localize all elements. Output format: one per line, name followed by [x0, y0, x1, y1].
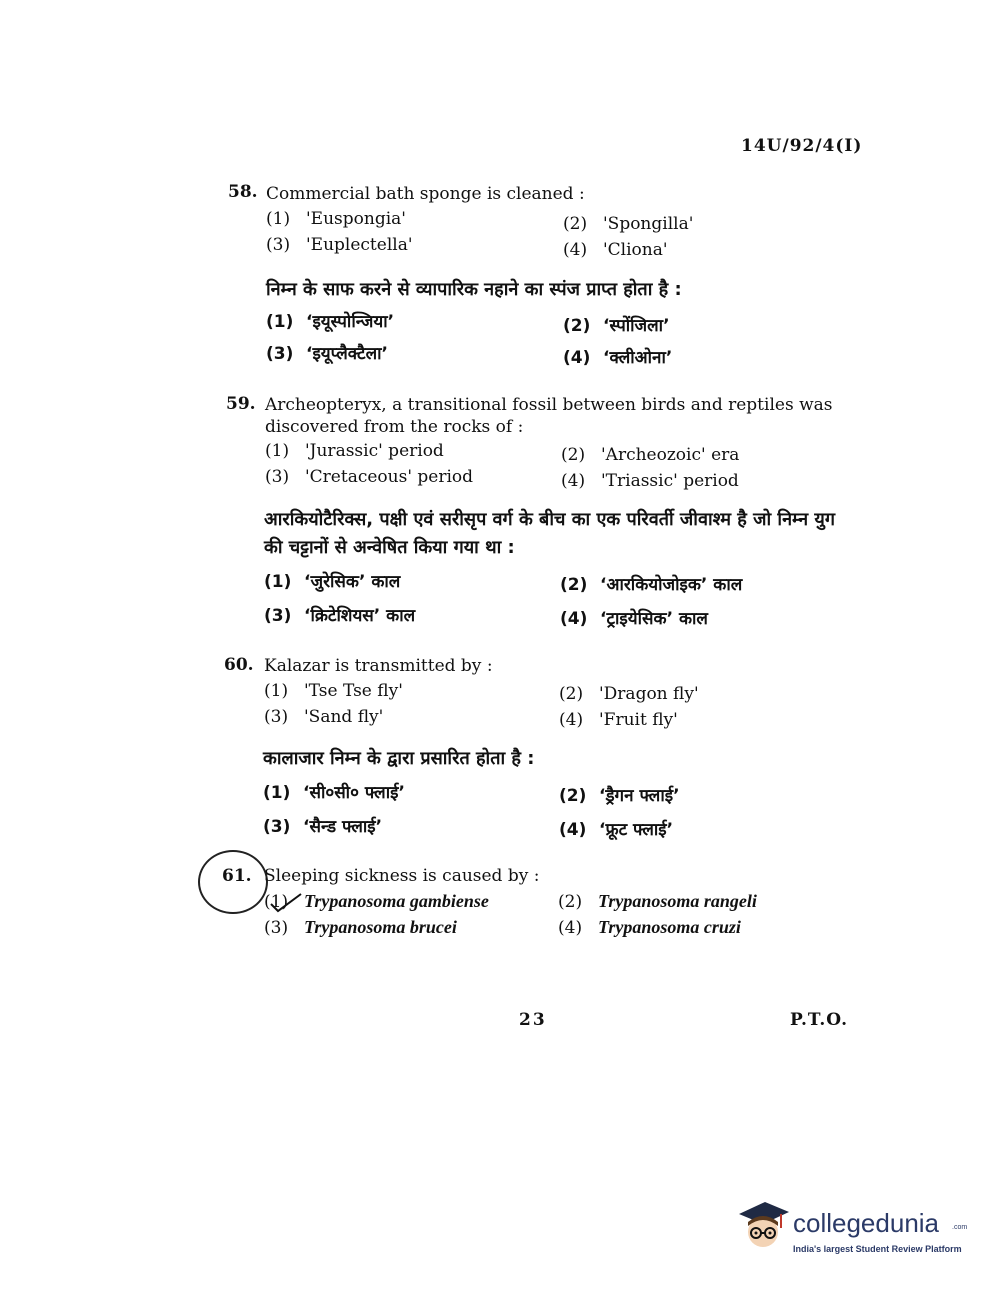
- hindi-option: [559, 817, 673, 840]
- option-number: (4): [558, 918, 583, 938]
- option-text: 'Spongilla': [603, 214, 694, 234]
- brand-name: collegedunia: [793, 1208, 940, 1238]
- hindi-option: [559, 783, 680, 806]
- option-number: (1): [264, 681, 289, 701]
- option-text: ‘ट्राइयेसिक’ काल: [600, 609, 708, 629]
- option: [561, 445, 739, 465]
- option-text: Trypanosoma brucei: [304, 917, 457, 937]
- option-number: (4): [563, 240, 588, 260]
- question-number: 60.: [224, 655, 254, 675]
- option-number: (2): [560, 575, 588, 595]
- option: [561, 471, 739, 491]
- option-text: ‘स्पोंजिला’: [603, 316, 670, 336]
- handwritten-tick-mark: [268, 890, 304, 914]
- hindi-option: [263, 780, 405, 803]
- option-text: ‘फ्रूट फ्लाई’: [599, 820, 674, 840]
- option: [264, 681, 403, 701]
- option-text: Trypanosoma rangeli: [598, 891, 757, 911]
- option: [265, 441, 444, 461]
- option-text: 'Fruit fly': [599, 710, 678, 730]
- option-text: 'Cretaceous' period: [305, 467, 474, 487]
- option: [266, 209, 406, 229]
- option-text: ‘आरकियोजोइक’ काल: [600, 575, 743, 595]
- question-stem: Kalazar is transmitted by :: [264, 656, 493, 676]
- option-number: (4): [561, 471, 586, 491]
- option: [559, 710, 678, 730]
- option-number: (2): [559, 684, 584, 704]
- option-number: (3): [264, 918, 289, 938]
- option-number: (1): [263, 783, 291, 803]
- question-number: 59.: [226, 394, 256, 414]
- option-number: (3): [263, 817, 291, 837]
- option-number: (3): [265, 467, 290, 487]
- question-stem: Archeopteryx, a transitional fossil between birds and reptiles was discovered from the rocks of :: [265, 395, 833, 437]
- option: [266, 235, 413, 255]
- option-text: ‘क्लीओना’: [603, 348, 673, 368]
- option-text: ‘जुरेसिक’ काल: [304, 572, 401, 592]
- hindi-option: [264, 569, 400, 592]
- hindi-option: [263, 814, 382, 837]
- option-number: (2): [563, 316, 591, 336]
- option-text: 'Jurassic' period: [305, 441, 444, 461]
- option-number: (1): [266, 312, 294, 332]
- option: [264, 707, 383, 727]
- question-number: 58.: [228, 182, 258, 202]
- option-text: ‘क्रिटेशियस’ काल: [304, 606, 416, 626]
- option-number: (2): [559, 786, 587, 806]
- option-number: (1): [264, 892, 289, 912]
- pto-label: P.T.O.: [790, 1010, 848, 1030]
- option: [264, 917, 457, 938]
- option: [559, 684, 699, 704]
- hindi-option: [563, 313, 670, 336]
- option-number: (2): [558, 892, 583, 912]
- option-text: Trypanosoma gambiense: [304, 891, 489, 911]
- option-number: (4): [559, 710, 584, 730]
- option-number: (4): [563, 348, 591, 368]
- option: [265, 467, 473, 487]
- option-text: 'Euplectella': [306, 235, 413, 255]
- option-text: 'Euspongia': [306, 209, 406, 229]
- option-number: (3): [266, 235, 291, 255]
- hindi-option: [560, 572, 742, 595]
- option-number: (1): [265, 441, 290, 461]
- option: [558, 891, 757, 912]
- hindi-option: [560, 606, 708, 629]
- hindi-option: [266, 309, 394, 332]
- option-number: (4): [560, 609, 588, 629]
- question-stem: Sleeping sickness is caused by :: [264, 866, 540, 886]
- option-number: (3): [264, 606, 292, 626]
- option-text: ‘सैन्ड फ्लाई’: [303, 817, 383, 837]
- option-text: 'Triassic' period: [601, 471, 739, 491]
- option-text: 'Cliona': [603, 240, 668, 260]
- collegedunia-mascot-icon: [735, 1196, 791, 1256]
- option-text: 'Archeozoic' era: [601, 445, 740, 465]
- hindi-stem: कालाजार निम्न के द्वारा प्रसारित होता है :: [263, 748, 535, 769]
- option-number: (3): [266, 344, 294, 364]
- paper-code: 14U/92/4(I): [741, 136, 863, 156]
- brand-dotcom: .com: [952, 1224, 968, 1231]
- option-number: (1): [266, 209, 291, 229]
- brand-tagline: India's largest Student Review Platform: [793, 1244, 962, 1254]
- option-number: (3): [264, 707, 289, 727]
- question-stem: Commercial bath sponge is cleaned :: [266, 184, 585, 204]
- option-number: (4): [559, 820, 587, 840]
- question-number: 61.: [222, 866, 252, 886]
- option: [563, 240, 668, 260]
- page-number: 23: [519, 1010, 547, 1030]
- option-text: ‘इयूस्पोन्जिया’: [306, 312, 395, 332]
- option-text: 'Dragon fly': [599, 684, 699, 704]
- option-number: (2): [561, 445, 586, 465]
- option-text: 'Tse Tse fly': [304, 681, 403, 701]
- option: [563, 214, 693, 234]
- option-text: Trypanosoma cruzi: [598, 917, 741, 937]
- hindi-stem: आरकियोटैरिक्स, पक्षी एवं सरीसृप वर्ग के बीच का एक परिवर्ती जीवाश्म है जो निम्न युग की चट्टानों से अन्वेषित किया गया था :: [264, 509, 835, 558]
- option-text: ‘इयूप्लैक्टैला’: [306, 344, 388, 364]
- hindi-option: [264, 603, 415, 626]
- option-number: (2): [563, 214, 588, 234]
- option-text: ‘ड्रैगन फ्लाई’: [599, 786, 680, 806]
- option-number: (1): [264, 572, 292, 592]
- option-text: ‘सी०सी० फ्लाई’: [303, 783, 405, 803]
- option: [558, 917, 741, 938]
- hindi-option: [563, 345, 672, 368]
- option-text: 'Sand fly': [304, 707, 384, 727]
- hindi-option: [266, 341, 388, 364]
- hindi-stem: निम्न के साफ करने से व्यापारिक नहाने का स्पंज प्राप्त होता है :: [266, 279, 682, 300]
